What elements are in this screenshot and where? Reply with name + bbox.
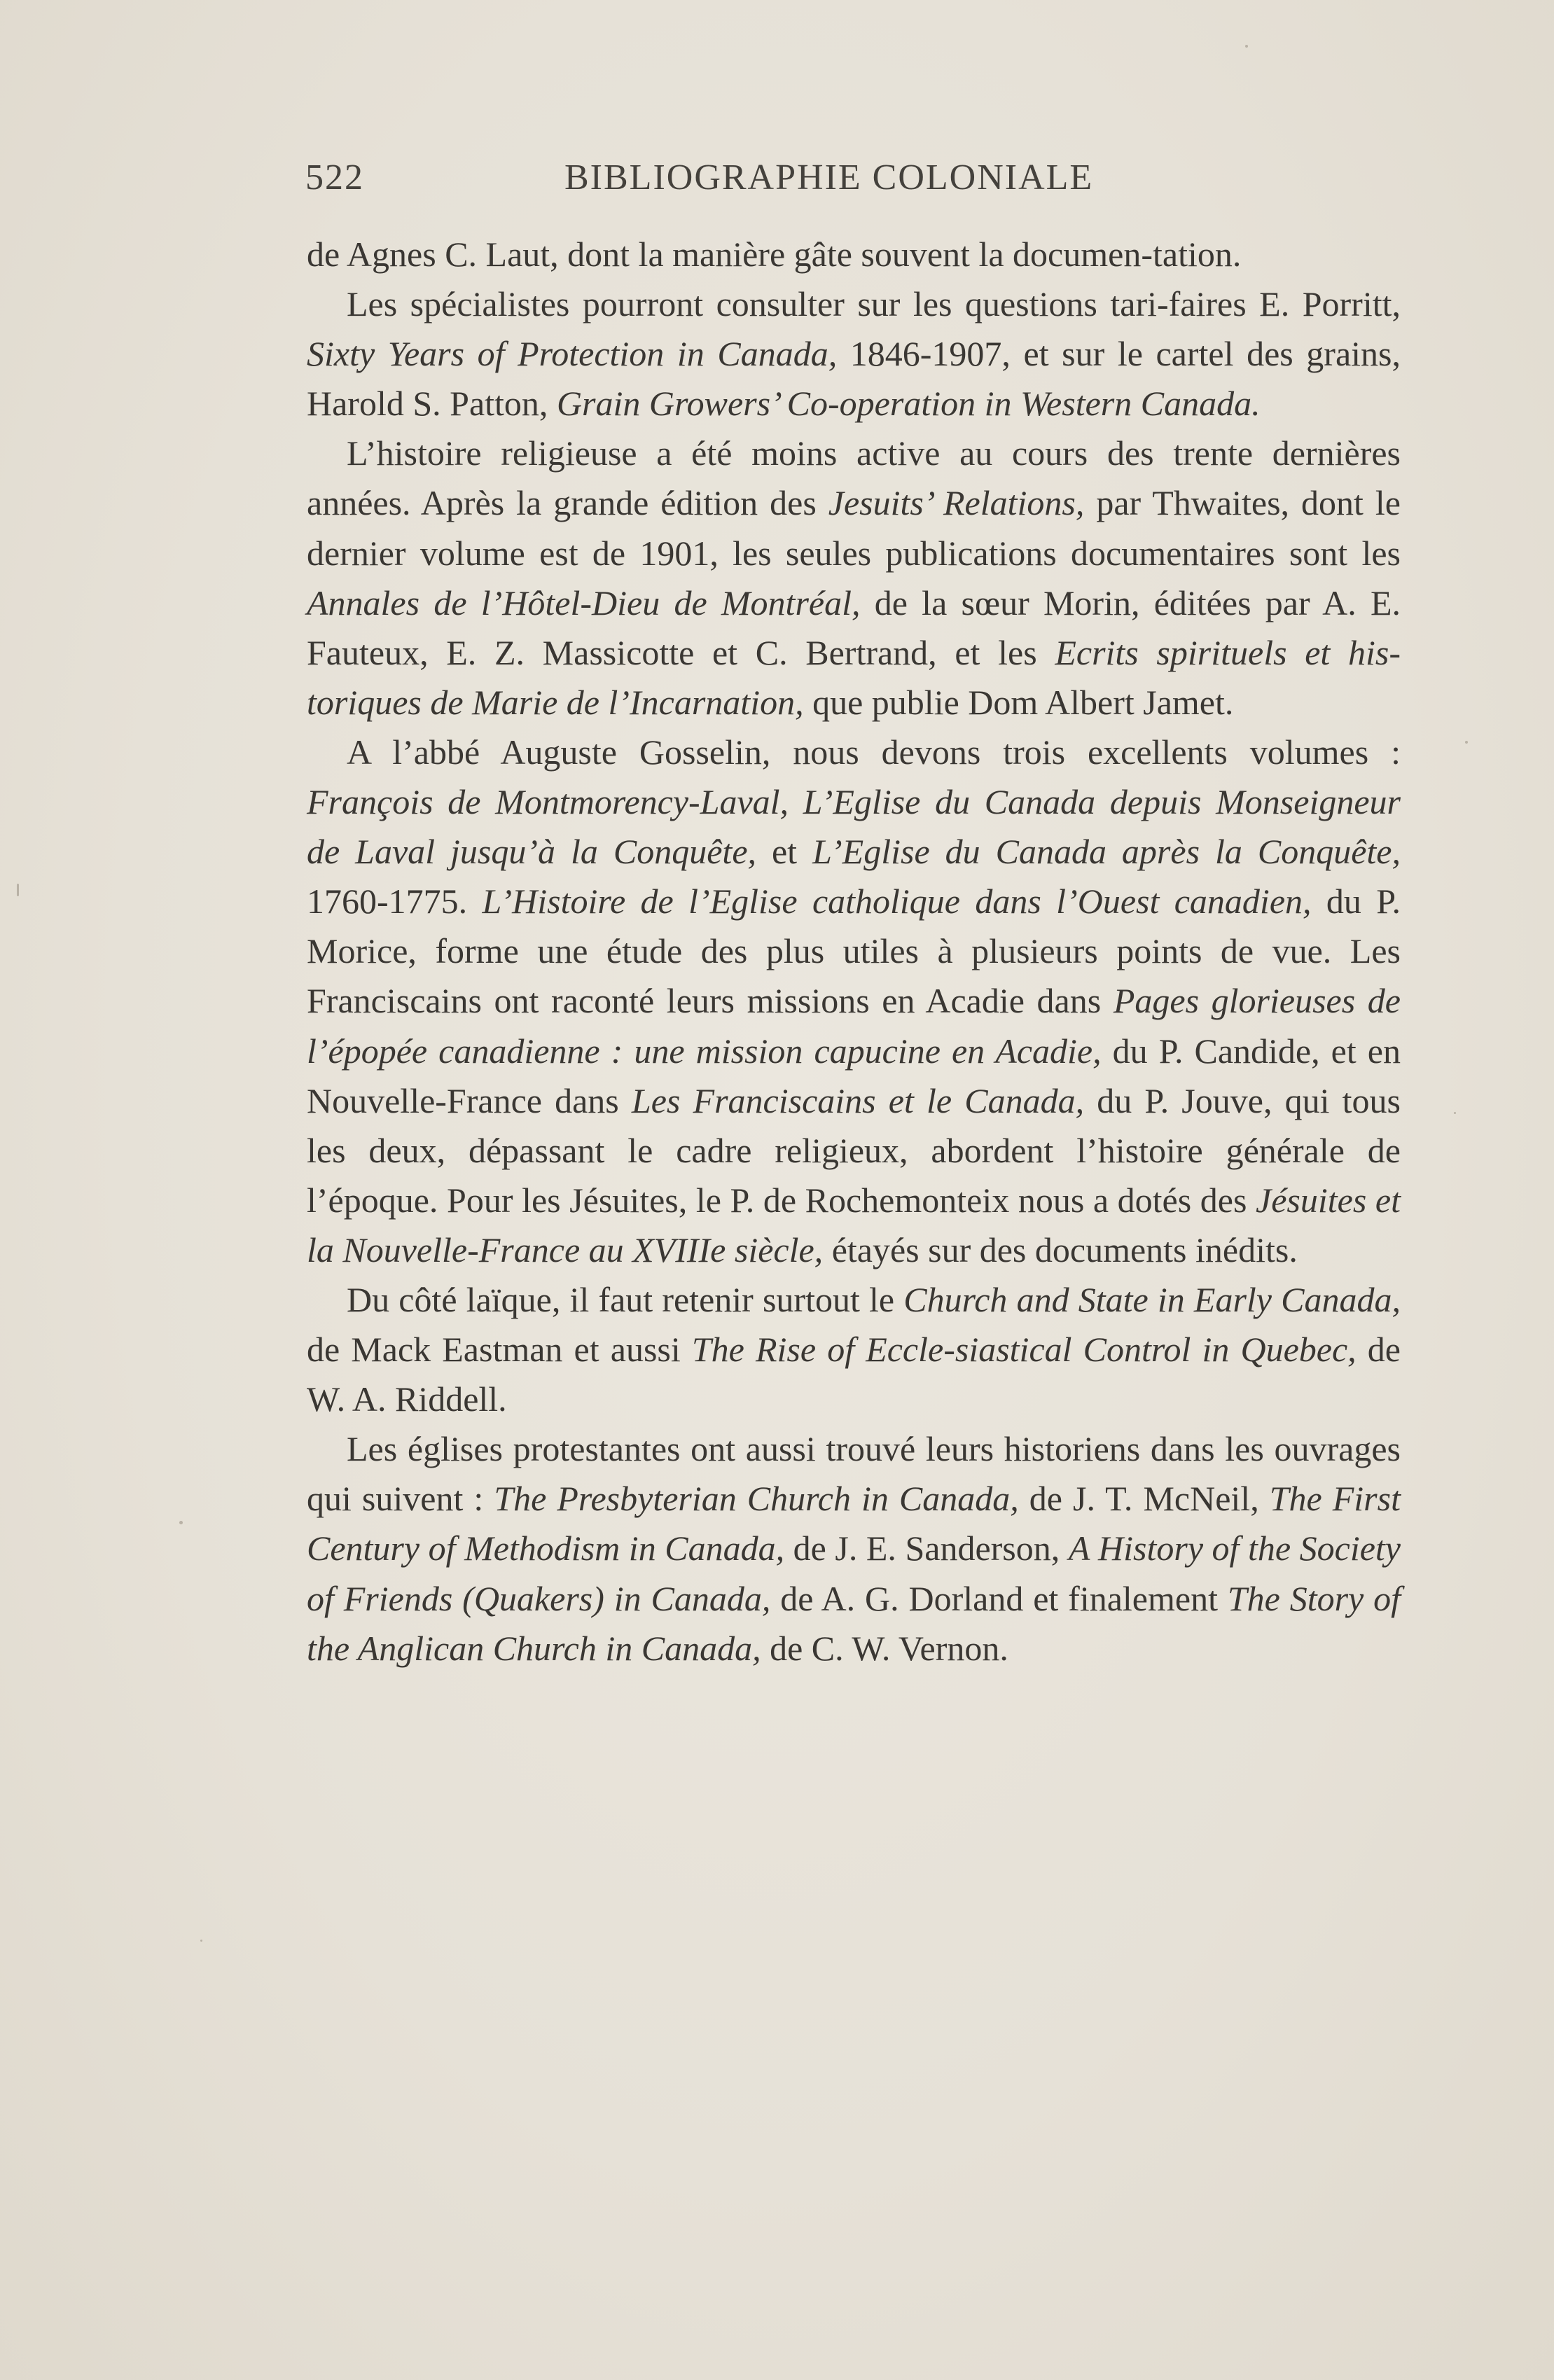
text-run: et xyxy=(756,832,813,872)
italic-title: Grain Growers’ Co-operation in Western Canada. xyxy=(556,384,1261,424)
text-run: que publie Dom Albert Jamet. xyxy=(803,682,1234,722)
paragraph xyxy=(307,429,1401,728)
italic-title: Jesuits’ Relations, xyxy=(828,483,1085,523)
text-run: L’histoire religieuse a été moins active au cours des trente dernières années. Après la grande édition des xyxy=(307,433,1401,523)
italic-title: L’Histoire de l’Eglise catholique dans l’Ouest canadien, xyxy=(482,882,1312,921)
paper-speck xyxy=(179,1521,183,1524)
italic-title: François de Montmorency-Laval, L’Eglise du Canada depuis Monseigneur de Laval jusqu’à la Conquête, xyxy=(307,782,1401,872)
paper-speck xyxy=(1465,741,1468,744)
text-run: 1760-1775. xyxy=(307,882,483,921)
italic-title: A History of the Society of Friends (Quakers) in Canada, xyxy=(307,1529,1401,1618)
text-run: du P. Jouve, qui tous les deux, dépassant le cadre religieux, abordent l’histoire générale de l’époque. Pour les Jésuites, le P. de Rochemonteix nous a dotés des xyxy=(307,1080,1401,1220)
italic-title: Church and State in Early Canada, xyxy=(903,1279,1401,1319)
italic-title: Les Franciscains et le Canada, xyxy=(631,1080,1085,1120)
text-run: Les spécialistes pourront consulter sur les questions tari-faires E. Porritt, xyxy=(347,284,1401,324)
italic-title: The Presbyterian Church in Canada, xyxy=(494,1479,1019,1519)
italic-title: The Story of the Anglican Church in Canada, xyxy=(307,1578,1401,1668)
body-text xyxy=(307,230,1401,1673)
paper-speck xyxy=(1245,45,1248,48)
text-run: de J. E. Sanderson, xyxy=(784,1529,1069,1568)
text-run: de C. W. Vernon. xyxy=(761,1628,1008,1668)
paragraph xyxy=(307,1424,1401,1673)
text-run: de Agnes C. Laut, dont la manière gâte souvent la documen-tation. xyxy=(307,235,1242,274)
page-header xyxy=(305,155,1402,200)
paragraph xyxy=(307,230,1401,279)
text-run: de Mack Eastman et aussi xyxy=(307,1330,692,1370)
text-run: du P. Candide, et en Nouvelle-France dans xyxy=(307,1031,1401,1120)
italic-title: The First Century of Methodism in Canada, xyxy=(307,1479,1401,1568)
italic-title: Ecrits spirituels et his-toriques de Marie de l’Incarnation, xyxy=(307,632,1401,722)
italic-title: Annales de l’Hôtel-Dieu de Montréal, xyxy=(307,583,861,622)
page-number: 522 xyxy=(305,158,364,197)
text-run: A l’abbé Auguste Gosselin, nous devons trois excellents volumes : xyxy=(347,732,1401,772)
italic-title: Sixty Years of Protection in Canada, xyxy=(307,334,838,374)
text-run: du P. Morice, forme une étude des plus utiles à plusieurs points de vue. Les Franciscains ont raconté leurs missions en Acadie dans xyxy=(307,882,1401,1021)
text-run: de J. T. McNeil, xyxy=(1018,1479,1270,1519)
text-run: étayés sur des documents inédits. xyxy=(823,1230,1298,1269)
paragraph xyxy=(307,279,1401,429)
text-run: Du côté laïque, il faut retenir surtout le xyxy=(347,1279,904,1319)
paragraph xyxy=(307,728,1401,1275)
text-run: de la sœur Morin, éditées par A. E. Fauteux, E. Z. Massicotte et C. Bertrand, et les xyxy=(307,583,1401,672)
running-title: BIBLIOGRAPHIE COLONIALE xyxy=(564,158,1094,197)
paper-speck xyxy=(1454,1112,1456,1114)
text-run: de W. A. Riddell. xyxy=(307,1330,1401,1419)
text-run: de A. G. Dorland et finalement xyxy=(770,1578,1228,1618)
paragraph xyxy=(307,1275,1401,1424)
paper-speck xyxy=(17,884,19,896)
italic-title: The Rise of Eccle-siastical Control in Quebec, xyxy=(691,1330,1357,1370)
italic-title: Pages glorieuses de l’épopée canadienne : une mission capucine en Acadie, xyxy=(307,981,1401,1071)
text-run: 1846-1907, et sur le cartel des grains, Harold S. Patton, xyxy=(307,334,1401,424)
text-run: Les églises protestantes ont aussi trouvé leurs historiens dans les ouvrages qui suivent : xyxy=(307,1429,1401,1519)
paper-speck xyxy=(200,1940,202,1942)
italic-title: Jésuites et la Nouvelle-France au XVIIIe siècle, xyxy=(307,1180,1401,1269)
italic-title: L’Eglise du Canada après la Conquête, xyxy=(812,832,1401,872)
text-run: par Thwaites, dont le dernier volume est de 1901, les seules publications documentaires sont les xyxy=(307,483,1401,573)
